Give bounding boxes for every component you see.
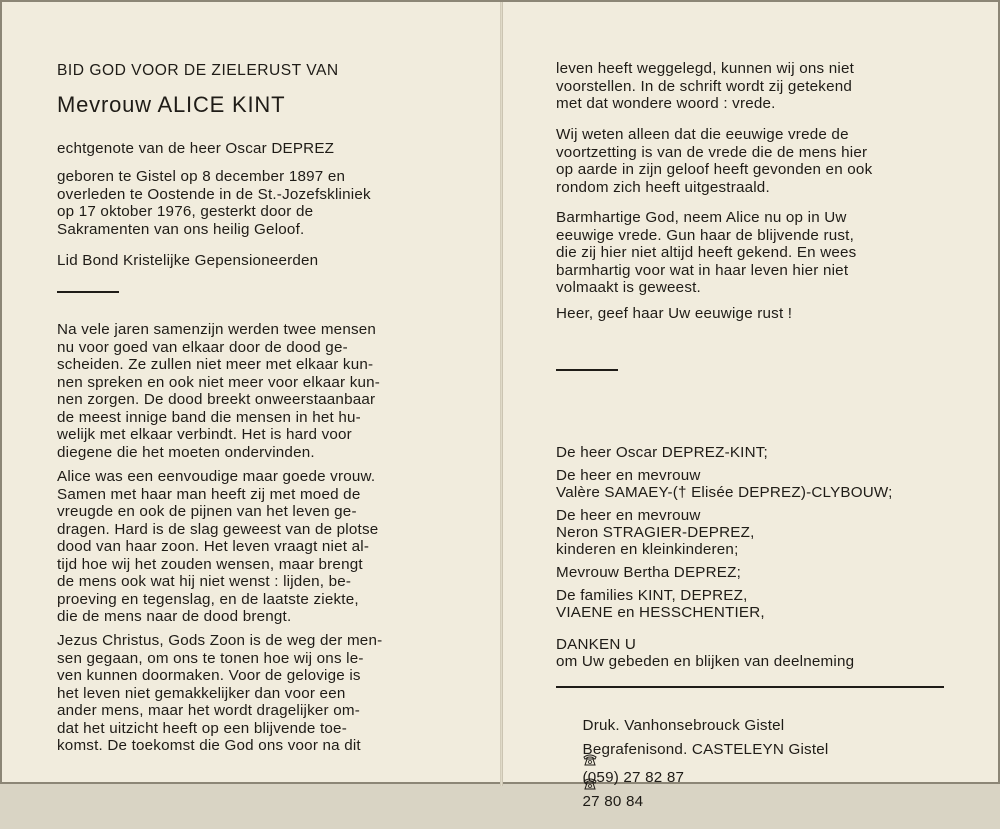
family-line: Valère SAMAEY-(† Elisée DEPREZ)-CLYBOUW; bbox=[556, 484, 893, 501]
paragraph-line: volmaakt is geweest. bbox=[556, 279, 701, 296]
paragraph-line: Na vele jaren samenzijn werden twee mensen bbox=[57, 321, 377, 338]
paragraph-line: diegene die het moeten ondervinden. bbox=[57, 443, 315, 461]
printer-phone: (059) 27 82 87 bbox=[582, 769, 685, 787]
family-line: De heer en mevrouw bbox=[556, 467, 701, 484]
paragraph-line: die zij hier niet altijd heeft gekend. En wees bbox=[556, 244, 857, 261]
paragraph-line: rondom zich heeft uitgestraald. bbox=[556, 178, 770, 196]
paragraph-line: nen zorgen. De dood breekt onweerstaanbaar bbox=[57, 391, 376, 408]
paragraph-line: vreugde en ook de pijnen van het leven ge- bbox=[57, 503, 357, 520]
family-line: De heer en mevrouw bbox=[556, 507, 701, 524]
paragraph-line: Barmhartige God, neem Alice nu op in Uw bbox=[556, 209, 847, 226]
paragraph-line: Samen met haar man heeft zij met moed de bbox=[57, 485, 361, 503]
right-page bbox=[556, 2, 946, 811]
paragraph-line: de meest innige band die mensen in het hu- bbox=[57, 408, 361, 426]
paragraph-line: barmhartig voor wat in haar leven hier niet bbox=[556, 261, 849, 279]
paragraph-line: sen gegaan, om ons te tonen hoe wij ons le- bbox=[57, 649, 364, 667]
thanks-title: DANKEN U bbox=[556, 636, 637, 653]
spouse-line: echtgenote van de heer Oscar DEPREZ bbox=[57, 140, 335, 157]
card-fold bbox=[500, 2, 503, 786]
bio-line: overleden te Oostende in de St.-Jozefskliniek bbox=[57, 185, 371, 203]
paragraph-line: ander mens, maar het wordt dragelijker om- bbox=[57, 702, 360, 719]
paragraph-line: scheiden. Ze zullen niet meer met elkaar kun- bbox=[57, 356, 374, 373]
paragraph-line: proeving en tegenslag, en de laatste ziekte, bbox=[57, 590, 359, 608]
paragraph-line: tijd hoe wij het zouden wensen, maar brengt bbox=[57, 555, 363, 573]
family-line: De families KINT, DEPREZ, bbox=[556, 587, 748, 604]
bio-line: Sakramenten van ons heilig Geloof. bbox=[57, 220, 305, 238]
paragraph-line: Wij weten alleen dat die eeuwige vrede de bbox=[556, 126, 849, 143]
paragraph-line: nen spreken en ook niet meer voor elkaar kun- bbox=[57, 373, 381, 391]
bio-line: op 17 oktober 1976, gesterkt door de bbox=[57, 203, 314, 220]
paragraph-line: op aarde in zijn geloof heeft gevonden en ook bbox=[556, 161, 873, 178]
thanks-text: om Uw gebeden en blijken van deelneming bbox=[556, 653, 855, 670]
footer-divider bbox=[556, 686, 944, 688]
paragraph-line: komst. De toekomst die God ons voor na dit bbox=[57, 737, 361, 754]
paragraph-line: Alice was een eenvoudige maar goede vrouw. bbox=[57, 468, 376, 485]
paragraph-line: dat het uitzicht heeft op een blijvende toe- bbox=[57, 719, 347, 737]
paragraph-line: voorstellen. In de schrift wordt zij getekend bbox=[556, 77, 853, 95]
paragraph-line: voortzetting is van de vrede die de mens hier bbox=[556, 143, 868, 161]
paragraph-line: het leven niet gemakkelijker dan voor een bbox=[57, 684, 346, 702]
prayer-heading: BID GOD VOOR DE ZIELERUST VAN bbox=[57, 62, 339, 79]
paragraph-line: dood van haar zoon. Het leven vraagt niet al- bbox=[57, 538, 370, 555]
divider bbox=[556, 369, 618, 371]
paragraph-line: leven heeft weggelegd, kunnen wij ons niet bbox=[556, 60, 855, 77]
family-line: Mevrouw Bertha DEPREZ; bbox=[556, 564, 742, 581]
paragraph-line: Jezus Christus, Gods Zoon is de weg der men- bbox=[57, 632, 383, 649]
paragraph-line: dragen. Hard is de slag geweest van de plotse bbox=[57, 520, 379, 538]
deceased-name: Mevrouw ALICE KINT bbox=[57, 92, 286, 117]
family-line: De heer Oscar DEPREZ-KINT; bbox=[556, 444, 768, 461]
bio-line: geboren te Gistel op 8 december 1897 en bbox=[57, 168, 346, 185]
paragraph-line: ven kunnen doormaken. Voor de gelovige is bbox=[57, 667, 361, 684]
undertaker-name: Begrafenisond. CASTELEYN Gistel bbox=[582, 740, 829, 758]
paragraph-line: nu voor goed van elkaar door de dood ge- bbox=[57, 338, 348, 356]
paragraph-line: die de mens naar de dood brengt. bbox=[57, 608, 292, 625]
undertaker-line bbox=[556, 723, 828, 829]
undertaker-phone: 27 80 84 bbox=[582, 793, 644, 811]
paragraph-line: met dat wondere woord : vrede. bbox=[556, 95, 776, 112]
family-line: Neron STRAGIER-DEPREZ, bbox=[556, 524, 755, 541]
paragraph-line: de mens ook wat hij niet wenst : lijden, be- bbox=[57, 573, 352, 590]
left-page bbox=[57, 2, 447, 786]
closing-prayer: Heer, geef haar Uw eeuwige rust ! bbox=[556, 305, 793, 322]
printer-name: Druk. Vanhonsebrouck Gistel bbox=[582, 716, 785, 734]
paragraph-line: welijk met elkaar verbindt. Het is hard voor bbox=[57, 426, 352, 443]
family-line: VIAENE en HESSCHENTIER, bbox=[556, 604, 765, 621]
paragraph-line: eeuwige vrede. Gun haar de blijvende rust, bbox=[556, 226, 854, 244]
membership-line: Lid Bond Kristelijke Gepensioneerden bbox=[57, 252, 319, 269]
divider bbox=[57, 291, 119, 293]
family-line: kinderen en kleinkinderen; bbox=[556, 541, 739, 558]
